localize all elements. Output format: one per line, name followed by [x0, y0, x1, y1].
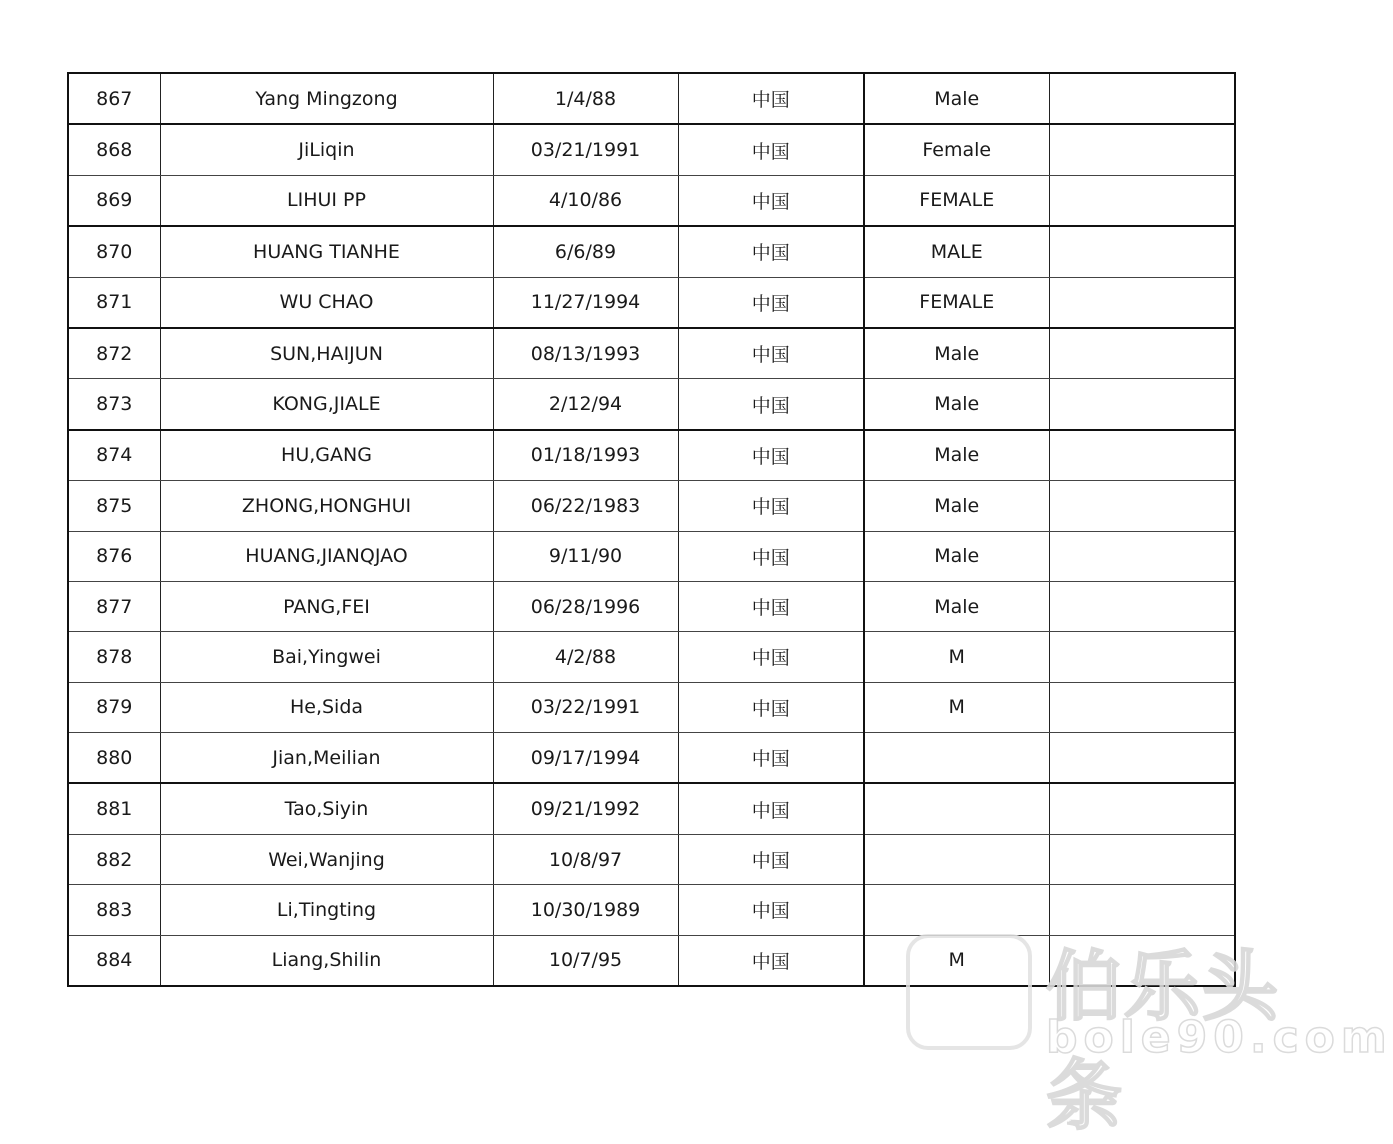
row-name-cell: KONG,JIALE: [160, 379, 493, 430]
row-name-cell: Li,Tingting: [160, 885, 493, 935]
row-extra-cell: [1049, 277, 1235, 328]
table-row: [68, 531, 1235, 581]
table-row: [68, 175, 1235, 226]
row-extra-cell: [1049, 581, 1235, 631]
table-row: [68, 834, 1235, 884]
table-row: [68, 73, 1235, 124]
row-id-cell: 868: [68, 124, 160, 175]
row-dob-cell: 10/7/95: [493, 935, 678, 986]
table-row: [68, 481, 1235, 531]
row-name-cell: Tao,Siyin: [160, 783, 493, 834]
row-extra-cell: [1049, 632, 1235, 682]
row-country-cell: 中国: [678, 481, 864, 531]
row-id-cell: 879: [68, 682, 160, 732]
row-gender-cell: [864, 885, 1049, 935]
row-dob-cell: 01/18/1993: [493, 430, 678, 481]
row-extra-cell: [1049, 885, 1235, 935]
row-dob-cell: 9/11/90: [493, 531, 678, 581]
table-row: [68, 682, 1235, 732]
row-extra-cell: [1049, 481, 1235, 531]
row-country-cell: 中国: [678, 834, 864, 884]
row-gender-cell: M: [864, 632, 1049, 682]
row-name-cell: PANG,FEI: [160, 581, 493, 631]
table-row: [68, 935, 1235, 986]
row-dob-cell: 03/21/1991: [493, 124, 678, 175]
row-name-cell: Wei,Wanjing: [160, 834, 493, 884]
row-gender-cell: M: [864, 682, 1049, 732]
row-name-cell: He,Sida: [160, 682, 493, 732]
row-id-cell: 873: [68, 379, 160, 430]
row-dob-cell: 10/8/97: [493, 834, 678, 884]
row-country-cell: 中国: [678, 379, 864, 430]
row-name-cell: Liang,Shilin: [160, 935, 493, 986]
row-gender-cell: Male: [864, 581, 1049, 631]
row-id-cell: 867: [68, 73, 160, 124]
row-extra-cell: [1049, 783, 1235, 834]
row-dob-cell: 6/6/89: [493, 226, 678, 277]
row-gender-cell: Male: [864, 379, 1049, 430]
row-dob-cell: 09/17/1994: [493, 733, 678, 784]
row-name-cell: HUANG TIANHE: [160, 226, 493, 277]
row-name-cell: HU,GANG: [160, 430, 493, 481]
row-name-cell: SUN,HAIJUN: [160, 328, 493, 379]
row-dob-cell: 03/22/1991: [493, 682, 678, 732]
row-country-cell: 中国: [678, 430, 864, 481]
table-row: [68, 430, 1235, 481]
row-gender-cell: MALE: [864, 226, 1049, 277]
table-row: [68, 124, 1235, 175]
row-name-cell: HUANG,JIANQJAO: [160, 531, 493, 581]
row-extra-cell: [1049, 430, 1235, 481]
row-country-cell: 中国: [678, 328, 864, 379]
row-gender-cell: FEMALE: [864, 175, 1049, 226]
row-country-cell: 中国: [678, 531, 864, 581]
row-country-cell: 中国: [678, 73, 864, 124]
row-gender-cell: [864, 834, 1049, 884]
row-gender-cell: M: [864, 935, 1049, 986]
row-id-cell: 872: [68, 328, 160, 379]
row-gender-cell: Male: [864, 481, 1049, 531]
row-country-cell: 中国: [678, 783, 864, 834]
row-extra-cell: [1049, 733, 1235, 784]
row-id-cell: 883: [68, 885, 160, 935]
watermark-url: bole90.com: [1046, 1012, 1393, 1063]
row-country-cell: 中国: [678, 124, 864, 175]
row-extra-cell: [1049, 682, 1235, 732]
row-name-cell: JiLiqin: [160, 124, 493, 175]
row-gender-cell: [864, 783, 1049, 834]
row-id-cell: 881: [68, 783, 160, 834]
table-row: [68, 733, 1235, 784]
row-country-cell: 中国: [678, 733, 864, 784]
row-dob-cell: 08/13/1993: [493, 328, 678, 379]
table-row: [68, 277, 1235, 328]
row-extra-cell: [1049, 328, 1235, 379]
row-country-cell: 中国: [678, 226, 864, 277]
row-name-cell: Bai,Yingwei: [160, 632, 493, 682]
row-id-cell: 878: [68, 632, 160, 682]
row-country-cell: 中国: [678, 885, 864, 935]
table-row: [68, 226, 1235, 277]
row-id-cell: 875: [68, 481, 160, 531]
table-row: [68, 581, 1235, 631]
row-name-cell: Jian,Meilian: [160, 733, 493, 784]
table-row: [68, 885, 1235, 935]
roster-table: [67, 72, 1236, 987]
row-extra-cell: [1049, 935, 1235, 986]
row-dob-cell: 4/2/88: [493, 632, 678, 682]
row-extra-cell: [1049, 175, 1235, 226]
row-name-cell: WU CHAO: [160, 277, 493, 328]
row-dob-cell: 10/30/1989: [493, 885, 678, 935]
row-country-cell: 中国: [678, 175, 864, 226]
table-row: [68, 328, 1235, 379]
roster-table-body: [68, 73, 1235, 986]
row-id-cell: 876: [68, 531, 160, 581]
row-gender-cell: FEMALE: [864, 277, 1049, 328]
row-id-cell: 871: [68, 277, 160, 328]
row-gender-cell: Male: [864, 73, 1049, 124]
row-dob-cell: 4/10/86: [493, 175, 678, 226]
row-extra-cell: [1049, 73, 1235, 124]
row-id-cell: 877: [68, 581, 160, 631]
row-gender-cell: Male: [864, 430, 1049, 481]
row-dob-cell: 2/12/94: [493, 379, 678, 430]
row-country-cell: 中国: [678, 632, 864, 682]
row-dob-cell: 11/27/1994: [493, 277, 678, 328]
table-row: [68, 783, 1235, 834]
row-dob-cell: 09/21/1992: [493, 783, 678, 834]
row-country-cell: 中国: [678, 581, 864, 631]
table-row: [68, 379, 1235, 430]
row-gender-cell: Female: [864, 124, 1049, 175]
row-id-cell: 869: [68, 175, 160, 226]
watermark-brand: 伯乐头条: [1046, 942, 1280, 1140]
row-dob-cell: 06/22/1983: [493, 481, 678, 531]
row-name-cell: ZHONG,HONGHUI: [160, 481, 493, 531]
row-extra-cell: [1049, 834, 1235, 884]
row-gender-cell: Male: [864, 531, 1049, 581]
row-extra-cell: [1049, 124, 1235, 175]
row-dob-cell: 1/4/88: [493, 73, 678, 124]
row-id-cell: 870: [68, 226, 160, 277]
row-extra-cell: [1049, 379, 1235, 430]
table-row: [68, 632, 1235, 682]
row-extra-cell: [1049, 531, 1235, 581]
row-dob-cell: 06/28/1996: [493, 581, 678, 631]
row-country-cell: 中国: [678, 682, 864, 732]
row-id-cell: 880: [68, 733, 160, 784]
row-country-cell: 中国: [678, 277, 864, 328]
row-gender-cell: [864, 733, 1049, 784]
row-id-cell: 884: [68, 935, 160, 986]
row-name-cell: LIHUI PP: [160, 175, 493, 226]
row-country-cell: 中国: [678, 935, 864, 986]
row-id-cell: 882: [68, 834, 160, 884]
row-name-cell: Yang Mingzong: [160, 73, 493, 124]
row-gender-cell: Male: [864, 328, 1049, 379]
row-extra-cell: [1049, 226, 1235, 277]
row-id-cell: 874: [68, 430, 160, 481]
